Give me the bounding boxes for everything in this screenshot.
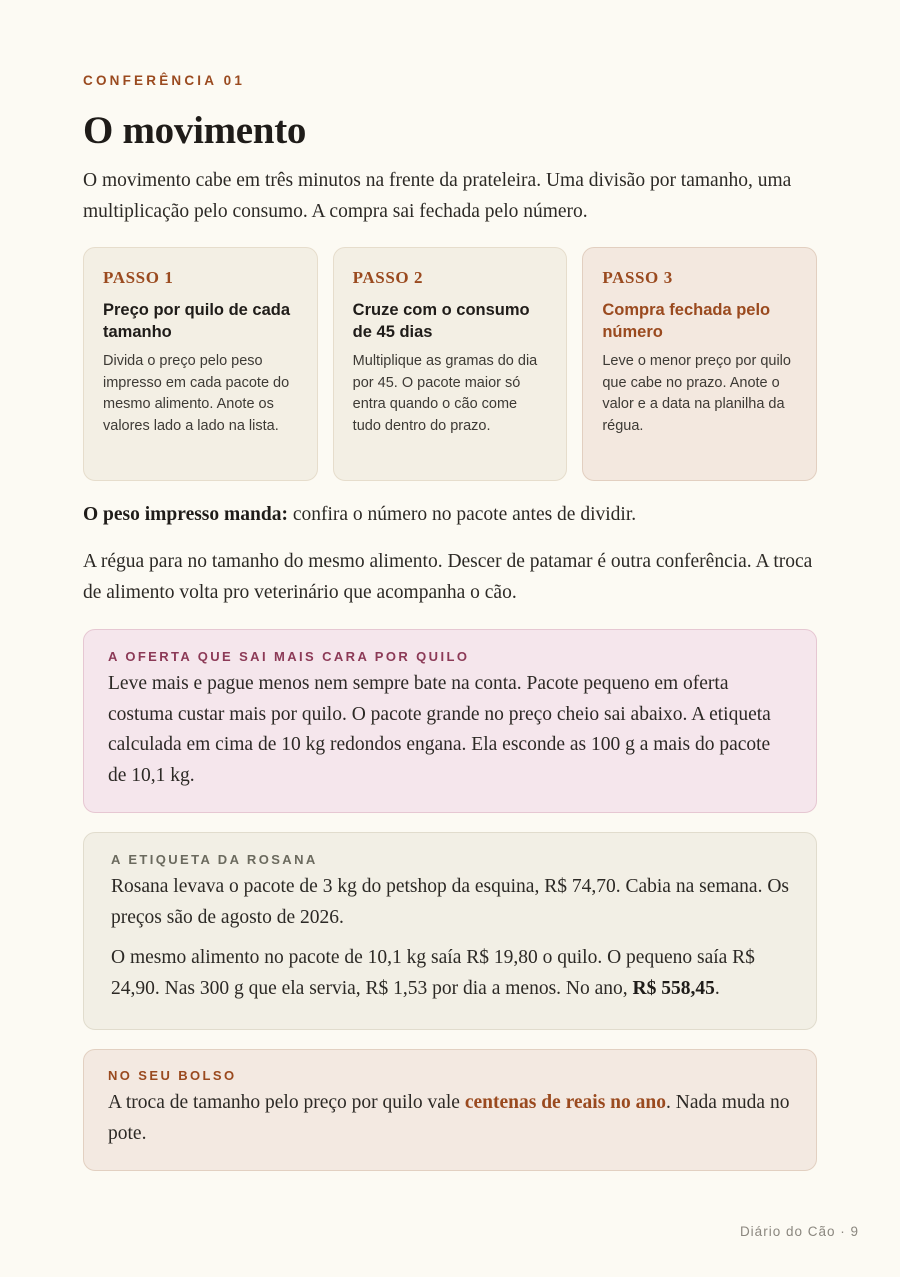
rosana-callout [83, 832, 817, 1030]
step-body: Leve o menor preço por quilo que cabe no prazo. Anote o valor e a data na planilha da régua. [602, 353, 791, 434]
callout-text-end: . Nada muda no pote. [108, 1092, 790, 1144]
step-heading: Preço por quilo de cada tamanho [103, 301, 291, 341]
pocket-callout [83, 1049, 817, 1171]
step-tag: PASSO 1 [103, 268, 174, 287]
step-heading: Cruze com o consumo de 45 dias [352, 301, 530, 341]
steps-row [83, 247, 817, 481]
callout-label: NO SEU BOLSO [108, 1068, 237, 1083]
step-tag: PASSO 3 [602, 268, 673, 287]
step-card-3 [582, 247, 817, 481]
step-body: Multiplique as gramas do dia por 45. O pacote maior só entra quando o cão come tudo dentro do prazo. [352, 353, 538, 434]
offer-callout [83, 629, 817, 813]
page-footer: Diário do Cão · 9 [739, 1224, 859, 1239]
rule-paragraph: A régua para no tamanho do mesmo alimento. Descer de patamar é outra conferência. A troca de alimento volta pro veterinário que acompanha o cão. [83, 551, 813, 603]
callout-text [108, 1088, 792, 1149]
callout-text-end: . [714, 977, 720, 999]
callout-text: Rosana levava o pacote de 3 kg do petshop da esquina, R$ 74,70. Cabia na semana. Os preços são de agosto de 2026. [111, 876, 789, 928]
annual-savings-value: R$ 558,45 [632, 977, 715, 999]
lead-paragraph: O movimento cabe em três minutos na frente da prateleira. Uma divisão por tamanho, uma multiplicação pelo consumo. A compra sai fechada pelo número. [83, 170, 792, 222]
callout-label: A OFERTA QUE SAI MAIS CARA POR QUILO [108, 649, 470, 664]
callout-text: Leve mais e pague menos nem sempre bate na conta. Pacote pequeno em oferta costuma custar mais por quilo. O pacote grande no preço cheio sai abaixo. A etiqueta calculada em cima de 10 kg redondos engana. Ela esconde as 100 g a mais do pacote de 10,1 kg. [108, 673, 771, 786]
step-body: Divida o preço pelo peso impresso em cada pacote do mesmo alimento. Anote os valores lado a lado na lista. [103, 353, 290, 434]
weight-note [83, 499, 817, 530]
callout-text [111, 943, 789, 1004]
step-tag: PASSO 2 [352, 268, 424, 287]
step-card-1 [83, 247, 318, 481]
weight-note-rest: confira o número no pacote antes de dividir. [287, 504, 637, 525]
callout-text-start: A troca de tamanho pelo preço por quilo vale [108, 1092, 465, 1113]
step-card-2 [333, 247, 568, 481]
page-title: O movimento [83, 109, 307, 152]
weight-note-bold: O peso impresso manda: [83, 504, 288, 525]
callout-text-start: O mesmo alimento no pacote de 10,1 kg saía R$ 19,80 o quilo. O pequeno saía R$ 24,90. Nas 300 g que ela servia, R$ 1,53 por dia a menos. No ano, [111, 947, 755, 999]
callout-label: A ETIQUETA DA ROSANA [111, 852, 318, 867]
callout-accent: centenas de reais no ano [464, 1092, 666, 1113]
section-kicker: CONFERÊNCIA 01 [83, 73, 246, 88]
step-heading: Compra fechada pelo número [602, 301, 771, 341]
